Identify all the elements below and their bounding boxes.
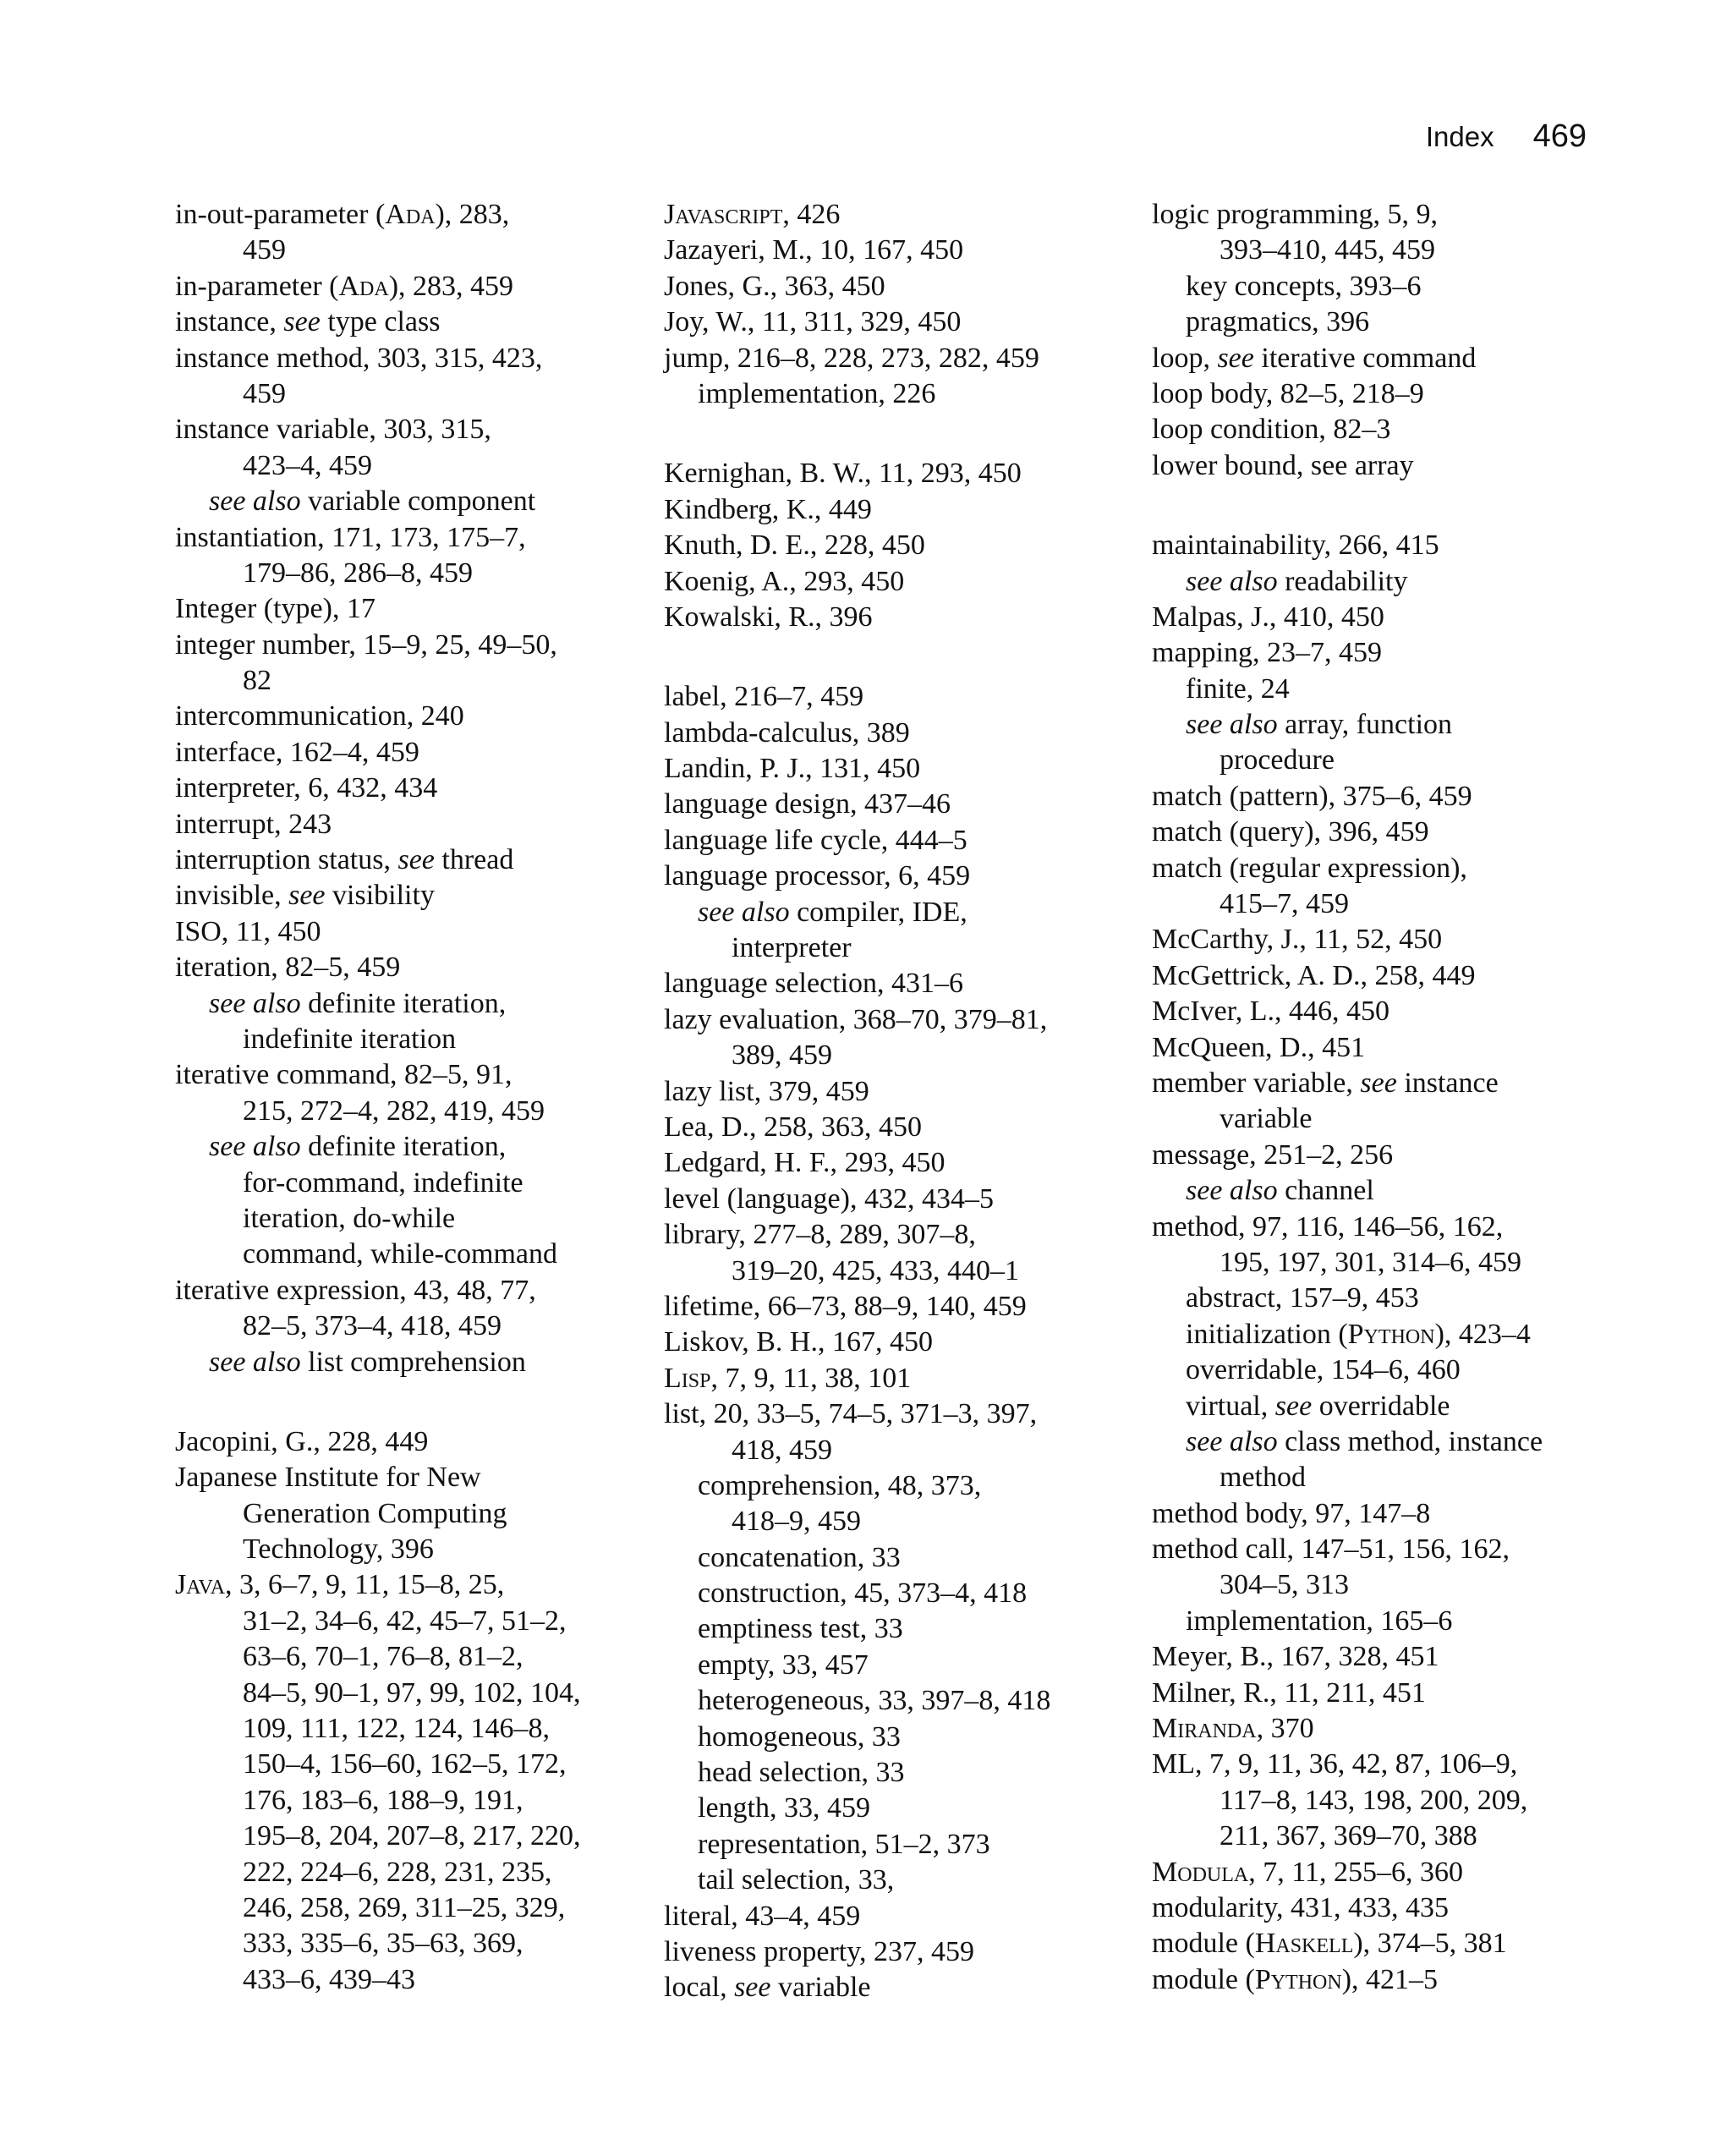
index-entry-continuation: 319–20, 425, 433, 440–1 xyxy=(732,1254,1019,1286)
index-entry: mapping, 23–7, 459 xyxy=(1152,637,1382,669)
index-entry: match (query), 396, 459 xyxy=(1152,816,1429,848)
index-subentry: see also variable component xyxy=(209,486,536,518)
index-entry: Milner, R., 11, 211, 451 xyxy=(1152,1676,1426,1709)
index-entry-continuation: 195–8, 204, 207–8, 217, 220, xyxy=(243,1820,581,1852)
index-entry: loop body, 82–5, 218–9 xyxy=(1152,377,1424,409)
index-subentry: homogeneous, 33 xyxy=(698,1720,901,1753)
index-entry-continuation: 418–9, 459 xyxy=(732,1506,861,1538)
index-subentry: abstract, 157–9, 453 xyxy=(1186,1282,1419,1314)
index-entry: iterative command, 82–5, 91, xyxy=(175,1059,512,1091)
index-entry: Meyer, B., 167, 328, 451 xyxy=(1152,1641,1439,1673)
index-entry: Kernighan, B. W., 11, 293, 450 xyxy=(664,458,1022,490)
index-entry: McQueen, D., 451 xyxy=(1152,1031,1366,1063)
index-entry: lower bound, see array xyxy=(1152,449,1414,481)
index-entry-continuation: 117–8, 143, 198, 200, 209, xyxy=(1220,1784,1528,1816)
index-subentry: virtual, see overridable xyxy=(1186,1390,1450,1422)
index-entry: Knuth, D. E., 228, 450 xyxy=(664,529,925,562)
index-entry: interface, 162–4, 459 xyxy=(175,736,419,768)
index-entry-continuation: 176, 183–6, 188–9, 191, xyxy=(243,1784,523,1816)
index-entry: Japanese Institute for New xyxy=(175,1462,481,1494)
index-entry-continuation: 82 xyxy=(243,665,271,697)
index-subentry: heterogeneous, 33, 397–8, 418 xyxy=(698,1685,1051,1717)
index-entry: intercommunication, 240 xyxy=(175,700,464,732)
index-subentry: see also list comprehension xyxy=(209,1346,526,1378)
index-entry-continuation: 215, 272–4, 282, 419, 459 xyxy=(243,1094,545,1127)
index-entry-continuation: command, while-command xyxy=(243,1238,558,1270)
index-entry: in-parameter (Ada), 283, 459 xyxy=(175,270,514,302)
index-entry: Joy, W., 11, 311, 329, 450 xyxy=(664,306,962,338)
index-entry: Jacopini, G., 228, 449 xyxy=(175,1425,429,1457)
index-entry-continuation: 459 xyxy=(243,377,286,409)
index-entry: instance, see type class xyxy=(175,306,441,338)
index-entry: Ledgard, H. F., 293, 450 xyxy=(664,1147,945,1179)
index-entry-continuation: 246, 258, 269, 311–25, 329, xyxy=(243,1891,566,1923)
index-entry-continuation: 423–4, 459 xyxy=(243,449,372,481)
index-subentry: see also definite iteration, xyxy=(209,1131,507,1163)
index-entry: lazy evaluation, 368–70, 379–81, xyxy=(664,1003,1048,1035)
letter-group-gap xyxy=(664,412,1050,456)
index-entry: method, 97, 116, 146–56, 162, xyxy=(1152,1210,1504,1243)
index-entry: ML, 7, 9, 11, 36, 42, 87, 106–9, xyxy=(1152,1748,1518,1780)
index-entry-continuation: variable xyxy=(1220,1103,1313,1135)
index-entry: modularity, 431, 433, 435 xyxy=(1152,1891,1449,1923)
index-entry: level (language), 432, 434–5 xyxy=(664,1182,994,1215)
index-entry: McGettrick, A. D., 258, 449 xyxy=(1152,959,1476,991)
index-entry: method call, 147–51, 156, 162, xyxy=(1152,1533,1510,1566)
index-entry: Jones, G., 363, 450 xyxy=(664,270,885,302)
index-entry: Miranda, 370 xyxy=(1152,1713,1314,1745)
index-entry: Lea, D., 258, 363, 450 xyxy=(664,1111,923,1143)
index-subentry: see also class method, instance xyxy=(1186,1425,1543,1457)
index-entry: Kowalski, R., 396 xyxy=(664,601,873,633)
index-entry-continuation: Technology, 396 xyxy=(243,1533,434,1566)
index-subentry: head selection, 33 xyxy=(698,1757,905,1789)
index-entry: iterative expression, 43, 48, 77, xyxy=(175,1274,536,1306)
index-subentry: empty, 33, 457 xyxy=(698,1649,869,1681)
index-entry: logic programming, 5, 9, xyxy=(1152,199,1439,230)
index-entry: match (regular expression), xyxy=(1152,852,1467,884)
index-entry: Landin, P. J., 131, 450 xyxy=(664,753,921,785)
index-subentry: see also channel xyxy=(1186,1175,1374,1207)
index-column-2 xyxy=(664,197,1050,2006)
index-subentry: overridable, 154–6, 460 xyxy=(1186,1354,1461,1386)
index-entry: McCarthy, J., 11, 52, 450 xyxy=(1152,924,1443,956)
index-subentry: comprehension, 48, 373, xyxy=(698,1469,982,1501)
index-entry: lazy list, 379, 459 xyxy=(664,1075,869,1107)
index-entry: interpreter, 6, 432, 434 xyxy=(175,772,438,804)
index-entry: liveness property, 237, 459 xyxy=(664,1935,975,1967)
index-entry-continuation: procedure xyxy=(1220,744,1335,776)
index-subentry: initialization (Python), 423–4 xyxy=(1186,1318,1531,1350)
index-entry-continuation: indefinite iteration xyxy=(243,1023,457,1055)
letter-group-gap xyxy=(664,635,1050,679)
index-subentry: key concepts, 393–6 xyxy=(1186,270,1422,302)
index-entry: ISO, 11, 450 xyxy=(175,915,321,947)
index-entry: Integer (type), 17 xyxy=(175,593,375,625)
index-subentry: finite, 24 xyxy=(1186,672,1290,705)
index-entry: interrupt, 243 xyxy=(175,808,332,840)
index-entry: instance method, 303, 315, 423, xyxy=(175,342,543,374)
index-entry: label, 216–7, 459 xyxy=(664,681,864,713)
index-entry-continuation: interpreter xyxy=(732,932,852,964)
letter-group-gap xyxy=(175,1380,581,1424)
index-entry: Malpas, J., 410, 450 xyxy=(1152,601,1384,633)
index-entry: maintainability, 266, 415 xyxy=(1152,529,1439,562)
index-entry: interruption status, see thread xyxy=(175,844,514,876)
index-entry-continuation: 415–7, 459 xyxy=(1220,888,1349,920)
index-entry: literal, 43–4, 459 xyxy=(664,1900,861,1932)
index-entry: instance variable, 303, 315, xyxy=(175,414,491,446)
index-entry: McIver, L., 446, 450 xyxy=(1152,996,1389,1028)
index-entry-continuation: for-command, indefinite xyxy=(243,1166,523,1199)
running-head xyxy=(1426,118,1587,155)
index-entry-continuation: 82–5, 373–4, 418, 459 xyxy=(243,1310,502,1342)
index-entry-continuation: 84–5, 90–1, 97, 99, 102, 104, xyxy=(243,1676,581,1709)
letter-group-gap xyxy=(1152,484,1543,528)
index-entry-continuation: 179–86, 286–8, 459 xyxy=(243,557,473,589)
index-entry: member variable, see instance xyxy=(1152,1067,1499,1099)
index-subentry: tail selection, 33, xyxy=(698,1864,895,1896)
index-entry: loop condition, 82–3 xyxy=(1152,414,1391,446)
index-entry-continuation: iteration, do-while xyxy=(243,1202,456,1234)
index-entry-continuation: 109, 111, 122, 124, 146–8, xyxy=(243,1713,550,1745)
index-entry: Javascript, 426 xyxy=(664,199,841,230)
index-entry: Lisp, 7, 9, 11, 38, 101 xyxy=(664,1362,912,1394)
index-entry: language processor, 6, 459 xyxy=(664,860,971,892)
index-entry: lifetime, 66–73, 88–9, 140, 459 xyxy=(664,1290,1027,1322)
index-subentry: length, 33, 459 xyxy=(698,1792,870,1824)
index-subentry: pragmatics, 396 xyxy=(1186,306,1370,338)
index-entry-continuation: 418, 459 xyxy=(732,1434,832,1466)
index-entry: Kindberg, K., 449 xyxy=(664,493,872,525)
index-subentry: implementation, 226 xyxy=(698,377,936,409)
index-entry-continuation: 31–2, 34–6, 42, 45–7, 51–2, xyxy=(243,1605,567,1637)
index-entry: loop, see iterative command xyxy=(1152,342,1477,374)
index-entry: language life cycle, 444–5 xyxy=(664,824,967,856)
index-subentry: see also definite iteration, xyxy=(209,987,507,1019)
index-entry-continuation: Generation Computing xyxy=(243,1497,507,1529)
index-entry-continuation: 211, 367, 369–70, 388 xyxy=(1220,1820,1477,1852)
index-entry: language design, 437–46 xyxy=(664,788,951,820)
index-column-1 xyxy=(175,197,581,1998)
index-entry: local, see variable xyxy=(664,1972,871,2004)
index-entry-continuation: method xyxy=(1220,1462,1306,1494)
index-entry: Modula, 7, 11, 255–6, 360 xyxy=(1152,1856,1463,1888)
index-entry: lambda-calculus, 389 xyxy=(664,716,910,749)
index-entry-continuation: 393–410, 445, 459 xyxy=(1220,234,1435,266)
index-entry-continuation: 304–5, 313 xyxy=(1220,1569,1349,1601)
index-column-3 xyxy=(1152,197,1543,1998)
index-entry: match (pattern), 375–6, 459 xyxy=(1152,780,1472,812)
index-entry: jump, 216–8, 228, 273, 282, 459 xyxy=(664,342,1039,374)
index-entry-continuation: 150–4, 156–60, 162–5, 172, xyxy=(243,1748,567,1780)
index-entry-continuation: 333, 335–6, 35–63, 369, xyxy=(243,1928,523,1960)
index-subentry: see also compiler, IDE, xyxy=(698,896,967,928)
index-subentry: concatenation, 33 xyxy=(698,1541,901,1573)
index-entry: iteration, 82–5, 459 xyxy=(175,952,401,984)
index-entry-continuation: 63–6, 70–1, 76–8, 81–2, xyxy=(243,1641,523,1673)
index-entry: Koenig, A., 293, 450 xyxy=(664,565,905,597)
page-number: 469 xyxy=(1532,118,1587,154)
index-entry: message, 251–2, 256 xyxy=(1152,1138,1394,1171)
index-entry: invisible, see visibility xyxy=(175,880,435,912)
index-subentry: implementation, 165–6 xyxy=(1186,1605,1453,1637)
index-subentry: emptiness test, 33 xyxy=(698,1613,903,1645)
index-subentry: representation, 51–2, 373 xyxy=(698,1828,990,1860)
index-entry: module (Haskell), 374–5, 381 xyxy=(1152,1928,1507,1960)
index-entry: language selection, 431–6 xyxy=(664,968,964,1000)
index-subentry: see also array, function xyxy=(1186,709,1453,741)
index-entry: Liskov, B. H., 167, 450 xyxy=(664,1326,933,1358)
index-entry: in-out-parameter (Ada), 283, xyxy=(175,199,510,230)
index-entry: module (Python), 421–5 xyxy=(1152,1963,1439,1995)
running-head-section: Index xyxy=(1425,121,1494,152)
index-subentry: see also readability xyxy=(1186,565,1408,597)
index-entry: instantiation, 171, 173, 175–7, xyxy=(175,521,526,553)
index-entry-continuation: 389, 459 xyxy=(732,1040,832,1072)
index-entry: integer number, 15–9, 25, 49–50, xyxy=(175,628,557,661)
index-entry-continuation: 195, 197, 301, 314–6, 459 xyxy=(1220,1246,1521,1278)
index-entry-continuation: 459 xyxy=(243,234,286,266)
index-entry: library, 277–8, 289, 307–8, xyxy=(664,1219,976,1251)
index-subentry: construction, 45, 373–4, 418 xyxy=(698,1577,1028,1610)
index-entry: method body, 97, 147–8 xyxy=(1152,1497,1431,1529)
index-entry-continuation: 433–6, 439–43 xyxy=(243,1963,415,1995)
index-entry: Jazayeri, M., 10, 167, 450 xyxy=(664,234,964,266)
index-entry: list, 20, 33–5, 74–5, 371–3, 397, xyxy=(664,1398,1038,1430)
index-entry: Java, 3, 6–7, 9, 11, 15–8, 25, xyxy=(175,1569,505,1601)
index-entry-continuation: 222, 224–6, 228, 231, 235, xyxy=(243,1856,552,1888)
